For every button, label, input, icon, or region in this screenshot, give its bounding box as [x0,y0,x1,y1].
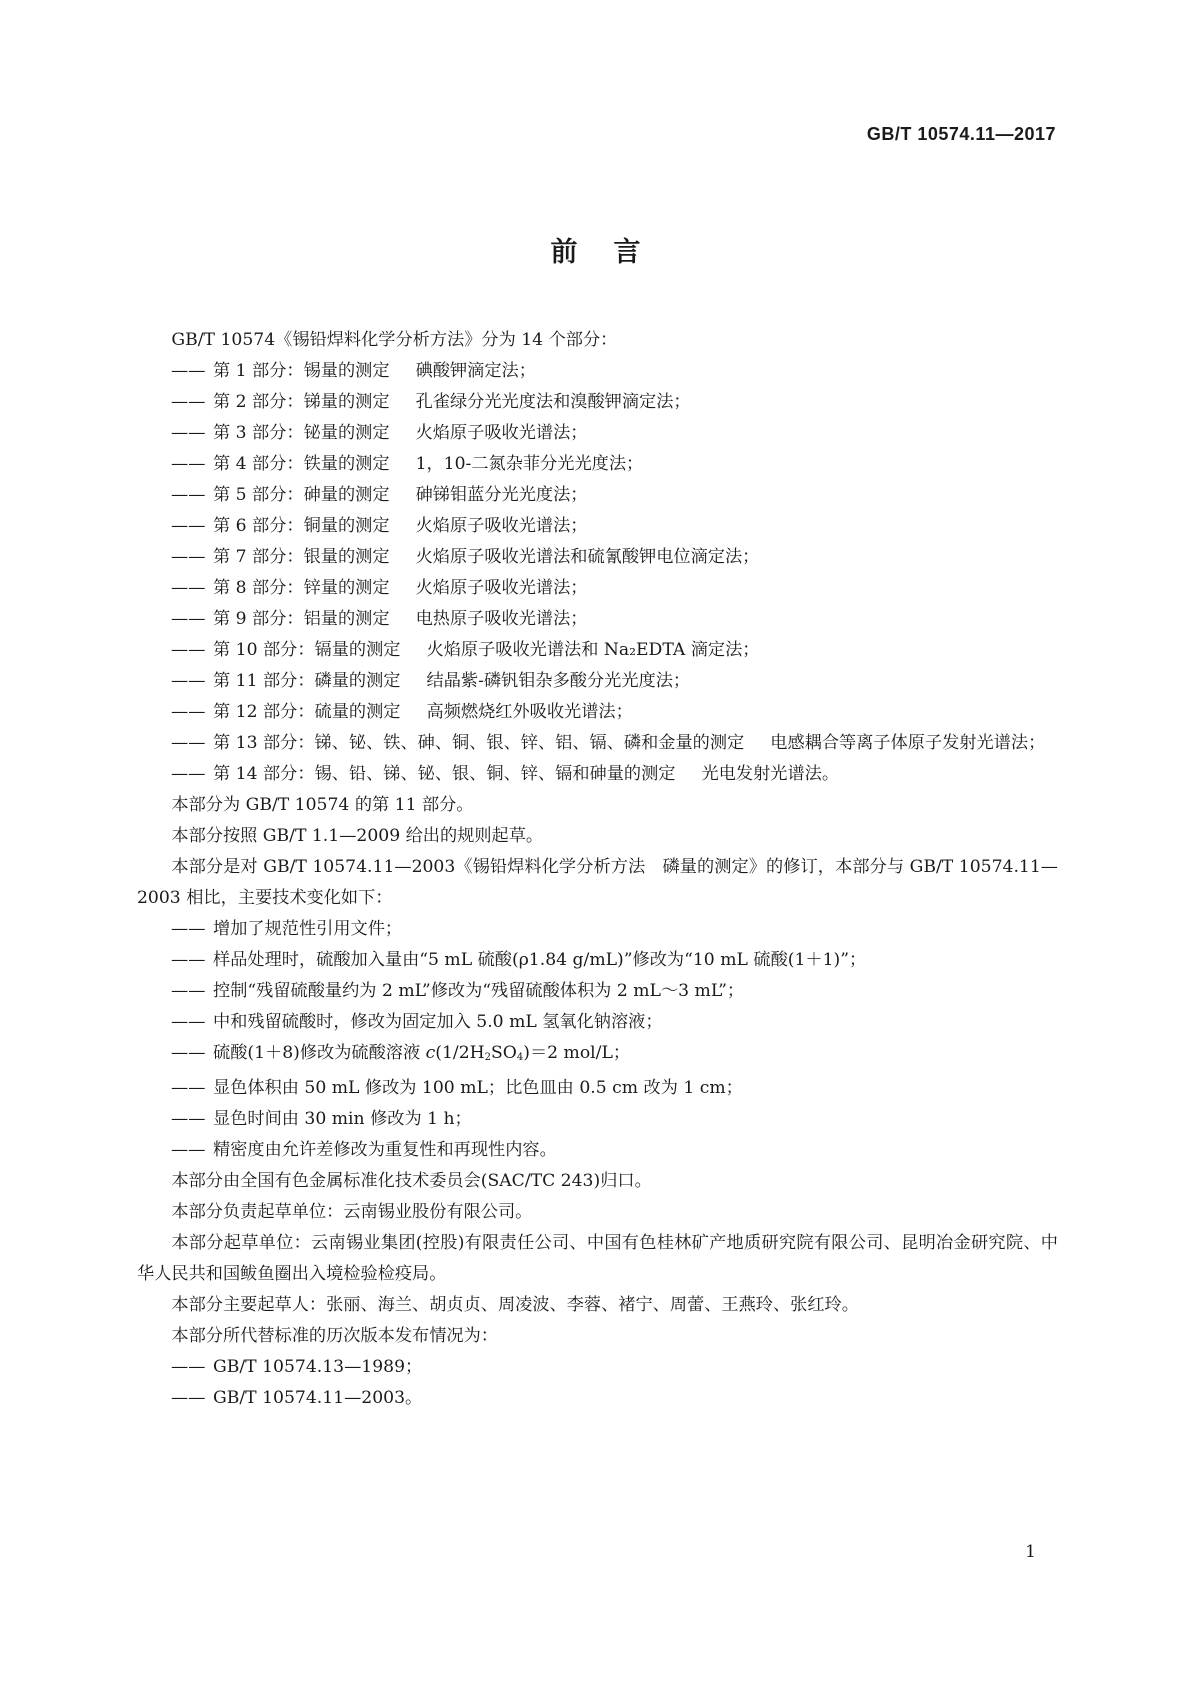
part-method: 火焰原子吸收光谱法和硫氰酸钾电位滴定法； [415,547,760,567]
proposer-paragraph: 本部分由全国有色金属标准化技术委员会(SAC/TC 243)归口。 [171,1171,652,1191]
list-dash: —— [171,640,206,660]
list-dash: —— [171,1043,206,1063]
history-item [137,1352,1058,1383]
drafting-rules-paragraph: 本部分按照 GB/T 1.1—2009 给出的规则起草。 [171,826,544,846]
history-item [137,1383,1058,1414]
change-item [137,1007,1058,1038]
change-text: 样品处理时，硫酸加入量由“5 mL 硫酸(ρ1.84 g/mL)”修改为“10 mL 硫酸(1＋1)”； [213,950,867,970]
list-dash: —— [171,609,206,629]
list-dash: —— [171,392,206,412]
change-text: 显色体积由 50 mL 修改为 100 mL；比色皿由 0.5 cm 改为 1 cm； [213,1078,743,1098]
list-dash: —— [171,485,206,505]
part-method: 火焰原子吸收光谱法； [415,516,588,536]
part-title: 第 13 部分：锑、铋、铁、砷、铜、银、锌、铝、镉、磷和金量的测定 [213,733,745,753]
part-title: 第 10 部分：镉量的测定 [213,640,401,660]
list-dash: —— [171,1012,206,1032]
list-dash: —— [171,516,206,536]
drafting-units-paragraph: 本部分起草单位：云南锡业集团(控股)有限责任公司、中国有色桂林矿产地质研究院有限公司、昆明冶金研究院、中华人民共和国鲅鱼圈出入境检验检疫局。 [137,1233,1058,1284]
formula-part: )＝2 mol/L； [523,1043,631,1063]
part-title: 第 7 部分：银量的测定 [213,547,390,567]
list-item [137,387,1058,418]
list-item [137,449,1058,480]
part-method: 结晶紫-磷钒钼杂多酸分光光度法； [426,671,691,691]
responsible-unit-paragraph: 本部分负责起草单位：云南锡业股份有限公司。 [171,1202,533,1222]
part-method: 孔雀绿分光光度法和溴酸钾滴定法； [415,392,691,412]
list-dash: —— [171,547,206,567]
list-dash: —— [171,423,206,443]
change-item [137,945,1058,976]
change-text: 增加了规范性引用文件； [213,919,403,939]
list-dash: —— [171,733,206,753]
part-title: 第 3 部分：铋量的测定 [213,423,390,443]
change-item [137,1135,1058,1166]
list-item [137,635,1058,666]
part-method: 碘酸钾滴定法； [415,361,536,381]
part-title: 第 14 部分：锡、铅、锑、铋、银、铜、锌、镉和砷量的测定 [213,764,676,784]
list-dash: —— [171,1388,206,1408]
history-paragraph: 本部分所代替标准的历次版本发布情况为： [171,1326,498,1346]
list-dash: —— [171,950,206,970]
change-text: 控制“残留硫酸量约为 2 mL”修改为“残留硫酸体积为 2 mL～3 mL”； [213,981,745,1001]
formula-variable: c [425,1043,436,1063]
formula-subscript: 2 [484,1052,491,1063]
part-title: 第 9 部分：铝量的测定 [213,609,390,629]
list-dash: —— [171,1357,206,1377]
list-dash: —— [171,1109,206,1129]
intro-paragraph: GB/T 10574《锡铅焊料化学分析方法》分为 14 个部分： [171,330,618,350]
list-item [137,418,1058,449]
list-item [137,728,1058,759]
list-dash: —— [171,702,206,722]
list-item [137,480,1058,511]
part-method: 电感耦合等离子体原子发射光谱法； [770,733,1046,753]
change-item [137,1073,1058,1104]
list-dash: —— [171,764,206,784]
formula-part: (1/2H [435,1043,485,1063]
page-number: 1 [1025,1542,1036,1562]
change-text: 中和残留硫酸时，修改为固定加入 5.0 mL 氢氧化钠溶液； [213,1012,663,1032]
change-item [137,1104,1058,1135]
formula-part: SO [491,1043,517,1063]
change-text: 硫酸(1＋8)修改为硫酸溶液 [213,1043,426,1063]
part-method: 高频燃烧红外吸收光谱法； [426,702,633,722]
change-item [137,914,1058,945]
part-title: 第 4 部分：铁量的测定 [213,454,390,474]
list-dash: —— [171,361,206,381]
list-item [137,356,1058,387]
list-dash: —— [171,981,206,1001]
change-item [137,1038,1058,1073]
standard-number: GB/T 10574.11—2017 [866,124,1056,144]
formula-subscript: 4 [516,1052,524,1063]
foreword-body [137,325,1058,1414]
list-item [137,759,1058,790]
list-dash: —— [171,671,206,691]
change-text: 精密度由允许差修改为重复性和再现性内容。 [213,1140,557,1160]
part-title: 第 6 部分：铜量的测定 [213,516,390,536]
list-item [137,573,1058,604]
part-method: 光电发射光谱法。 [701,764,840,784]
part-method: 火焰原子吸收光谱法和 Na₂EDTA 滴定法； [426,640,760,660]
part-of-paragraph: 本部分为 GB/T 10574 的第 11 部分。 [171,795,474,815]
part-title: 第 1 部分：锡量的测定 [213,361,390,381]
list-dash: —— [171,454,206,474]
history-text: GB/T 10574.11—2003。 [213,1388,423,1408]
list-dash: —— [171,1078,206,1098]
list-dash: —— [171,578,206,598]
part-method: 火焰原子吸收光谱法； [415,423,588,443]
change-text: 显色时间由 30 min 修改为 1 h； [213,1109,472,1129]
part-method: 火焰原子吸收光谱法； [415,578,588,598]
list-item [137,666,1058,697]
list-item [137,542,1058,573]
part-title: 第 2 部分：锑量的测定 [213,392,390,412]
history-text: GB/T 10574.13—1989； [213,1357,423,1377]
list-item [137,604,1058,635]
part-title: 第 12 部分：硫量的测定 [213,702,401,722]
part-title: 第 5 部分：砷量的测定 [213,485,390,505]
page-title: 前言 [550,237,677,268]
revision-paragraph: 本部分是对 GB/T 10574.11—2003《锡铅焊料化学分析方法 磷量的测定》的修订，本部分与 GB/T 10574.11—2003 相比，主要技术变化如下： [137,857,1058,908]
drafters-paragraph: 本部分主要起草人：张丽、海兰、胡贞贞、周凌波、李蓉、褚宁、周蕾、王燕玲、张红玲。 [171,1295,859,1315]
list-item [137,697,1058,728]
list-item [137,511,1058,542]
part-title: 第 11 部分：磷量的测定 [213,671,401,691]
part-method: 电热原子吸收光谱法； [415,609,588,629]
part-method: 砷锑钼蓝分光光度法； [415,485,588,505]
part-method: 1，10-二氮杂菲分光光度法； [415,454,644,474]
part-title: 第 8 部分：锌量的测定 [213,578,390,598]
change-item [137,976,1058,1007]
list-dash: —— [171,919,206,939]
list-dash: —— [171,1140,206,1160]
